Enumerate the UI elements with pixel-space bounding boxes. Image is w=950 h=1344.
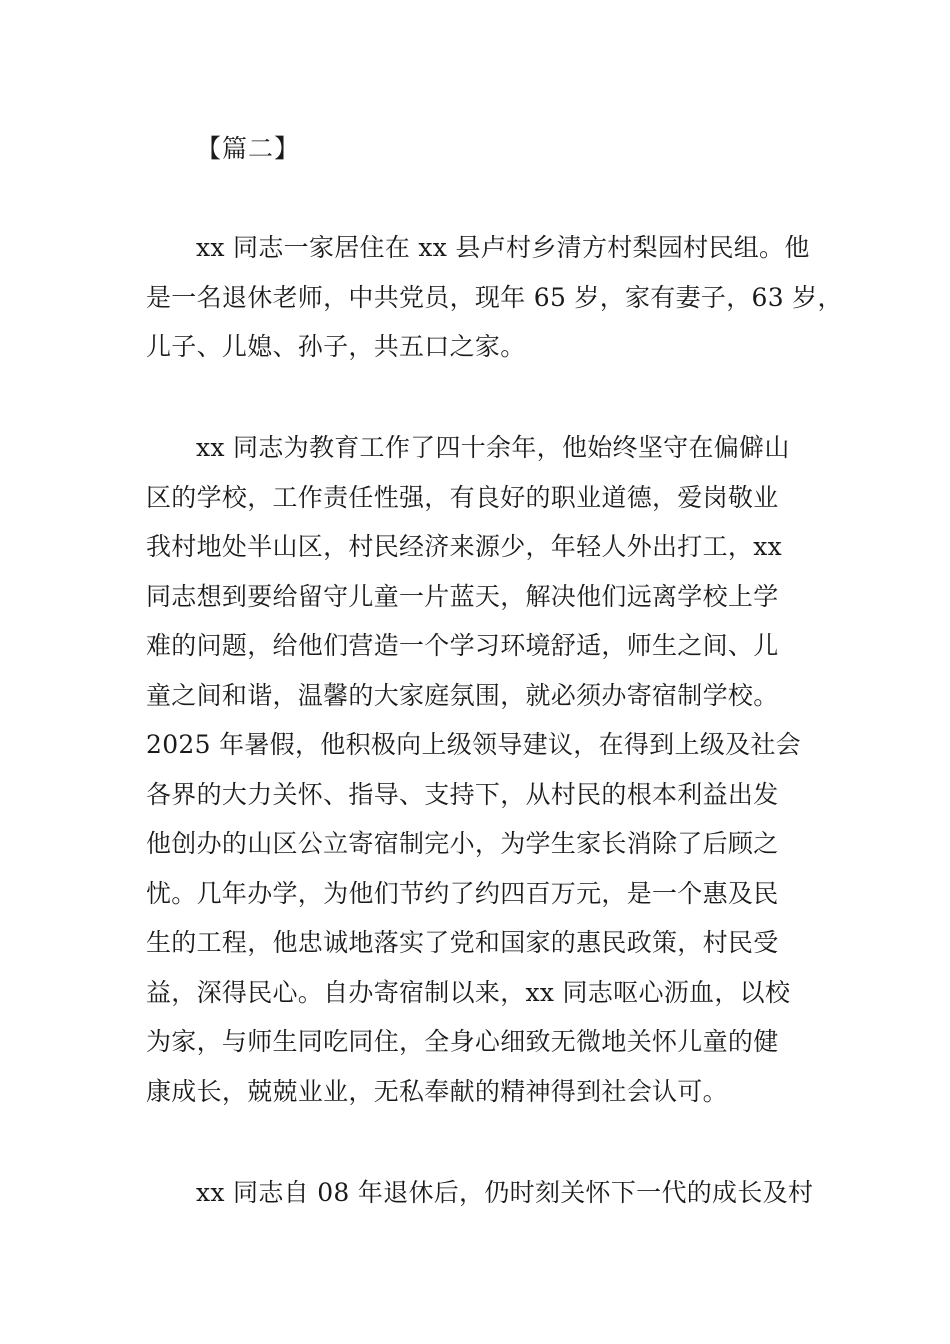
- paragraph-line: 忧。几年办学，为他们节约了约四百万元，是一个惠及民: [146, 878, 779, 908]
- section-heading: 【篇二】: [196, 134, 301, 163]
- paragraph-line: 我村地处半山区，村民经济来源少，年轻人外出打工，xx: [146, 532, 783, 561]
- paragraph-line: xx 同志为教育工作了四十余年，他始终坚守在偏僻山: [196, 433, 790, 462]
- paragraph-line: 同志想到要给留守儿童一片蓝天，解决他们远离学校上学: [146, 581, 779, 611]
- paragraph-retirement: [146, 1168, 826, 1218]
- paragraph-line: 区的学校，工作责任性强，有良好的职业道德，爱岗敬业: [146, 482, 779, 512]
- paragraph-line: 生的工程，他忠诚地落实了党和国家的惠民政策，村民受: [146, 928, 779, 957]
- paragraph-line: 为家，与师生同吃同住，全身心细致无微地关怀儿童的健: [146, 1027, 779, 1056]
- paragraph-line: xx 同志一家居住在 xx 县卢村乡清方村梨园村民组。他: [196, 233, 810, 262]
- paragraph-line: 康成长，兢兢业业，无私奉献的精神得到社会认可。: [146, 1076, 728, 1106]
- paragraph-line: 2025 年暑假，他积极向上级领导建议，在得到上级及社会: [146, 730, 801, 759]
- paragraph-line: 儿子、儿媳、孙子，共五口之家。: [146, 332, 526, 361]
- paragraph-line: 益，深得民心。自办寄宿制以来，xx 同志呕心沥血，以校: [146, 977, 791, 1007]
- paragraph-line: 各界的大力关怀、指导、支持下，从村民的根本利益出发: [146, 779, 779, 809]
- paragraph-line: 难的问题，给他们营造一个学习环境舒适，师生之间、儿: [146, 631, 779, 660]
- paragraph-line: xx 同志自 08 年退休后，仍时刻关怀下一代的成长及村: [196, 1178, 814, 1207]
- paragraph-family: [146, 223, 843, 372]
- paragraph-line: 是一名退休老师，中共党员，现年 65 岁，家有妻子，63 岁，: [146, 282, 843, 312]
- paragraph-line: 他创办的山区公立寄宿制完小，为学生家长消除了后顾之: [146, 829, 779, 858]
- paragraph-education-work: [146, 423, 826, 1116]
- paragraph-line: 童之间和谐，温馨的大家庭氛围，就必须办寄宿制学校。: [146, 680, 779, 710]
